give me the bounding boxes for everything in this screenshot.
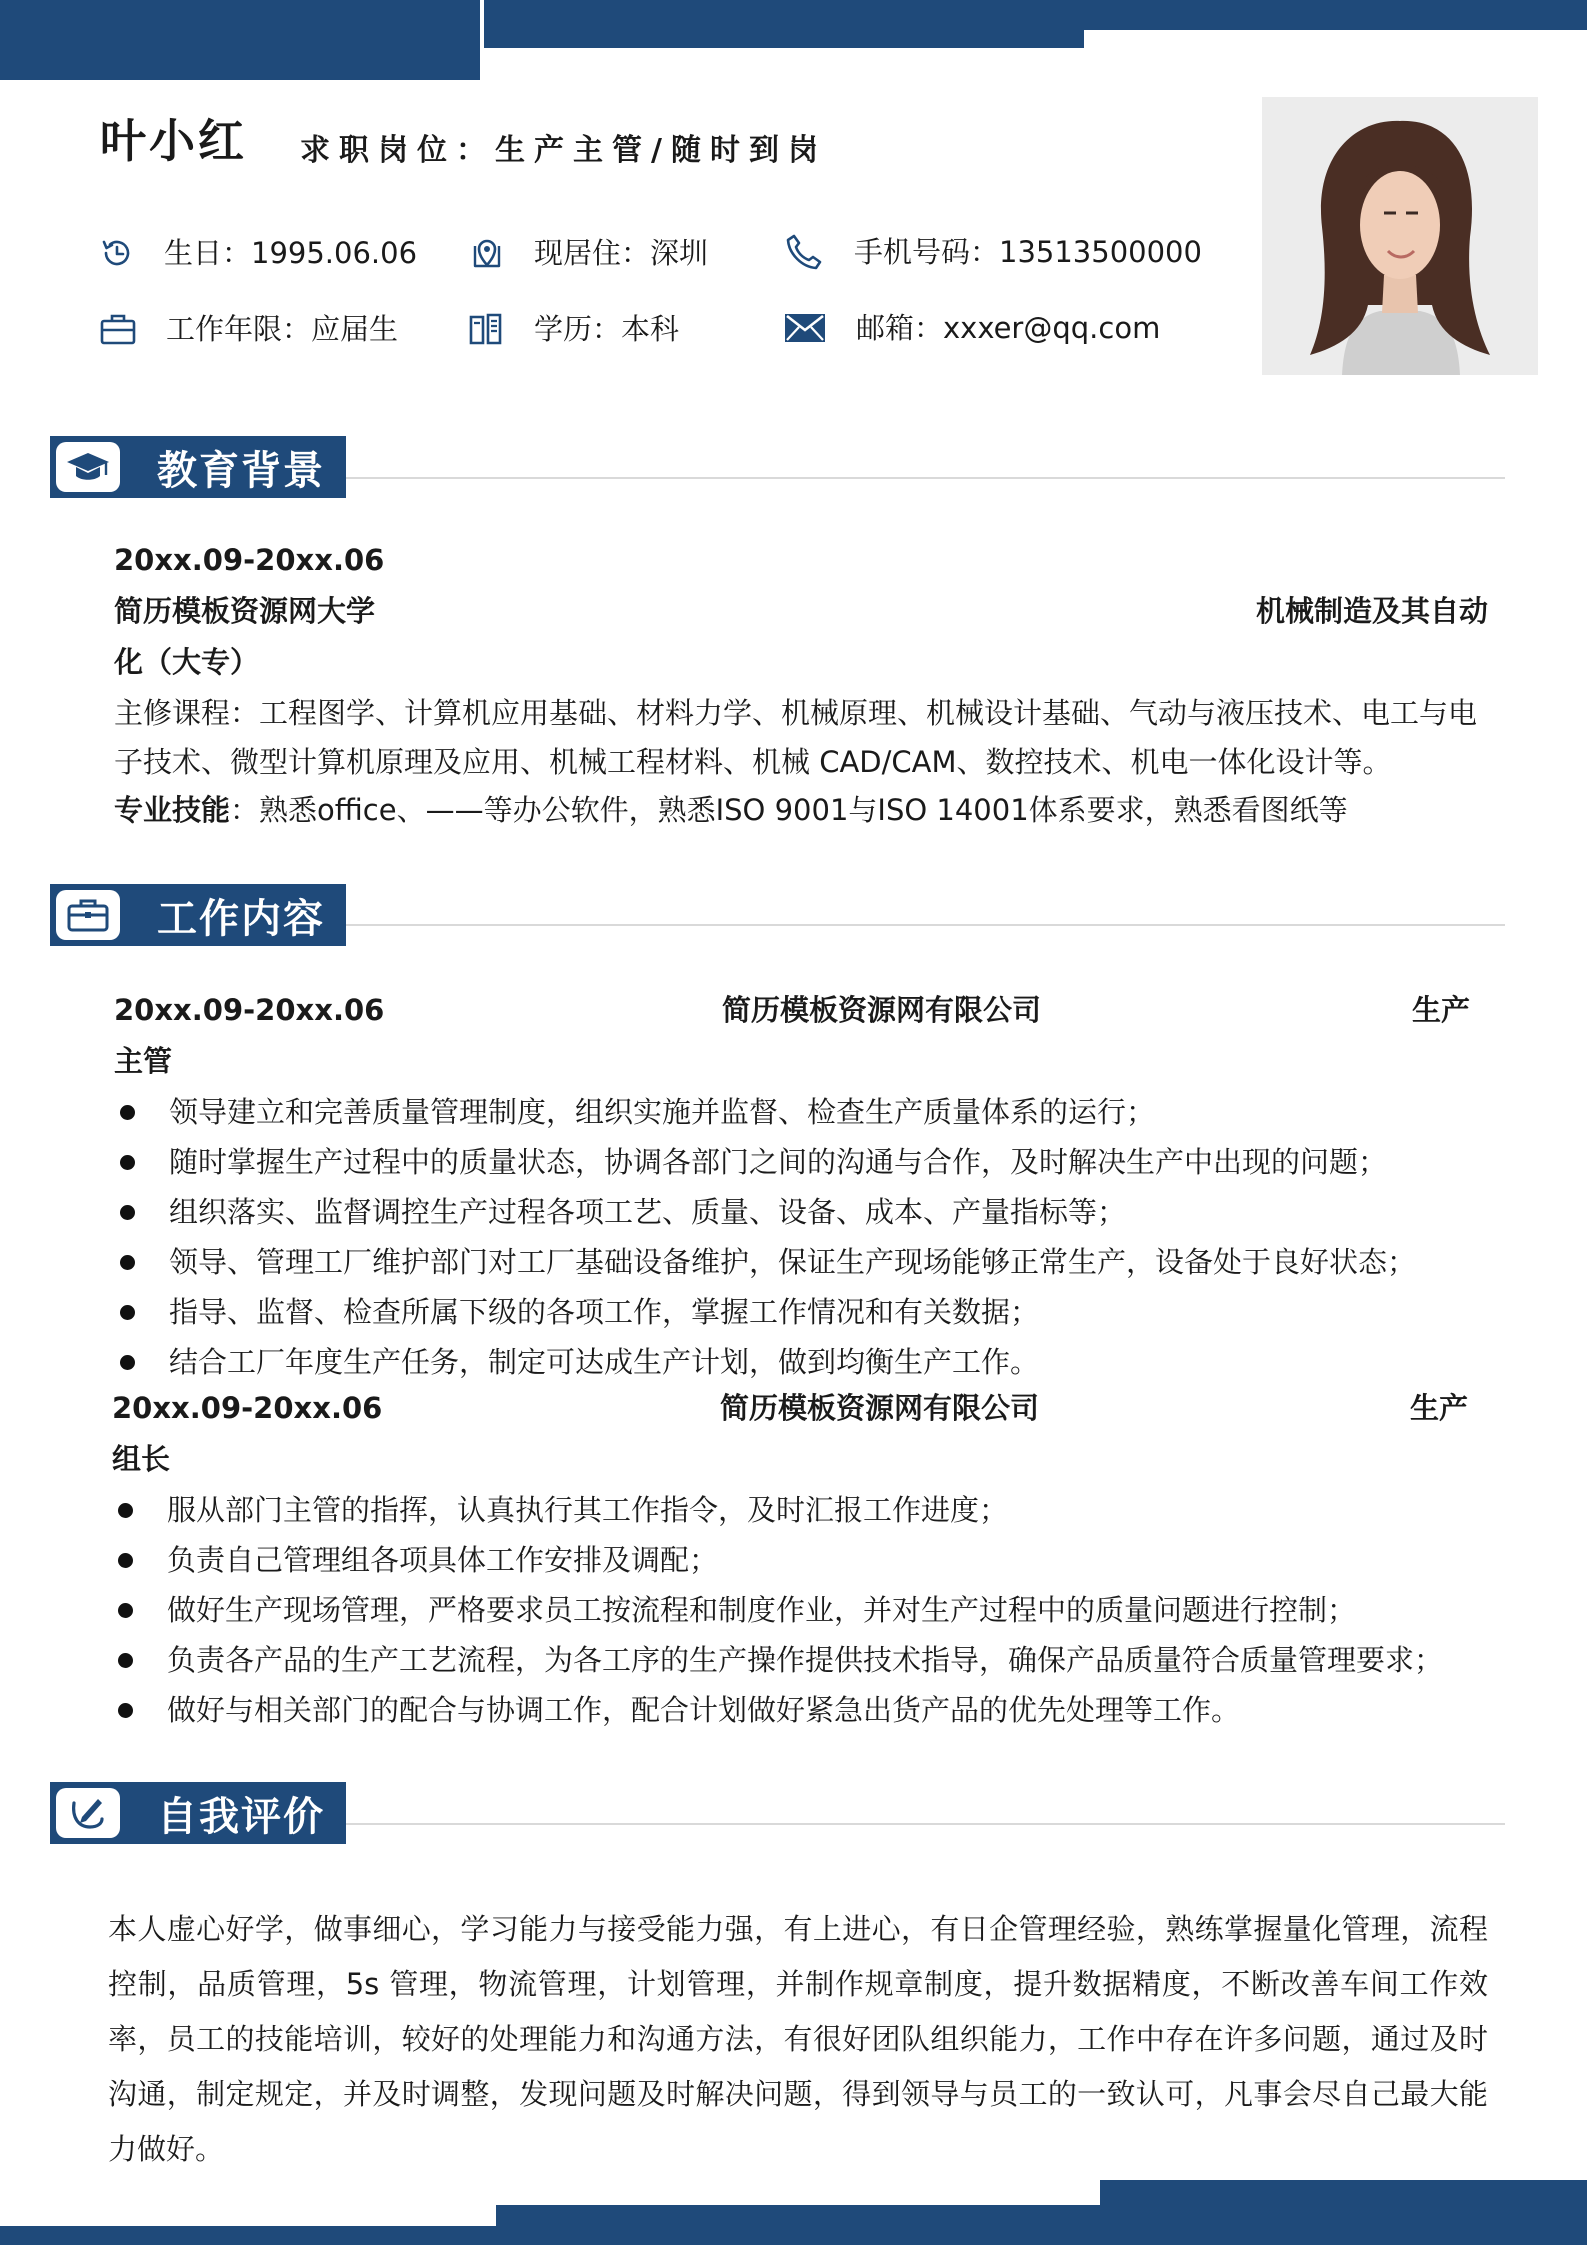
phone-item <box>784 232 1202 272</box>
major-name: 机械制造及其自动 <box>1256 594 1489 628</box>
list-item: 服从部门主管的指挥，认真执行其工作指令，及时汇报工作进度； <box>112 1485 1443 1535</box>
email-text: 邮箱：xxxer@qq.com <box>856 310 1161 345</box>
work-years-item <box>100 313 398 345</box>
top-bar-left <box>0 0 480 80</box>
section-title: 自我评价 <box>157 1793 325 1840</box>
section-title: 工作内容 <box>157 895 325 942</box>
birthday-item <box>100 236 417 270</box>
school-name: 简历模板资源网大学 <box>114 594 376 628</box>
job-duties-clip <box>114 1087 1514 1379</box>
education-text: 学历：本科 <box>534 311 680 346</box>
job-role: 生产 <box>1412 993 1471 1027</box>
top-bar-right <box>1084 0 1587 30</box>
job-target: 求职岗位：生产主管/随时到岗 <box>300 133 827 168</box>
residence-text: 现居住：深圳 <box>534 235 709 270</box>
list-item: 组织落实、监督调控生产过程各项工艺、质量、设备、成本、产量指标等； <box>114 1187 1416 1237</box>
job-role-cont: 主管 <box>114 1044 173 1078</box>
list-item: 随时掌握生产过程中的质量状态，协调各部门之间的沟通与合作，及时解决生产中出现的问题； <box>114 1137 1416 1187</box>
email-item <box>784 310 1161 345</box>
phone-text: 手机号码：13513500000 <box>854 234 1202 269</box>
bottom-bar-mid <box>496 2205 1100 2245</box>
list-item: 做好生产现场管理，严格要求员工按流程和制度作业，并对生产过程中的质量问题进行控制； <box>112 1585 1443 1635</box>
bottom-bar-left <box>0 2226 496 2245</box>
clock-icon <box>100 236 134 270</box>
briefcase-icon <box>66 897 110 933</box>
pen-icon <box>68 1793 108 1833</box>
list-item: 做好与相关部门的配合与协调工作，配合计划做好紧急出货产品的优先处理等工作。 <box>112 1685 1443 1735</box>
list-item: 结合工厂年度生产任务，制定可达成生产计划，做到均衡生产工作。 <box>114 1337 1416 1387</box>
job-period: 20xx.09-20xx.06 <box>114 993 385 1027</box>
briefcase-icon <box>100 313 136 345</box>
job-duties <box>112 1485 1443 1735</box>
graduation-cap-icon <box>65 449 111 485</box>
courses-line-2: 子技术、微型计算机原理及应用、机械工程材料、机械 CAD/CAM、数控技术、机电一体化设计等。 <box>114 745 1392 779</box>
job-company: 简历模板资源网有限公司 <box>720 1391 1040 1425</box>
skills-line-clip <box>114 793 1514 827</box>
job-duties <box>114 1087 1416 1387</box>
candidate-name: 叶小红 <box>100 114 247 168</box>
education-period: 20xx.09-20xx.06 <box>114 543 385 577</box>
bottom-bar-right <box>1100 2180 1587 2245</box>
profile-photo <box>1262 97 1538 375</box>
list-item: 负责各产品的生产工艺流程，为各工序的生产操作提供技术指导，确保产品质量符合质量管理要求； <box>112 1635 1443 1685</box>
top-bar-mid <box>484 0 1084 48</box>
section-divider <box>345 924 1505 926</box>
mail-icon <box>784 313 826 343</box>
section-header-self-eval <box>50 1782 346 1844</box>
self-eval-text: 本人虚心好学，做事细心，学习能力与接受能力强，有上进心，有日企管理经验，熟练掌握量化管理，流程控制，品质管理，5s 管理，物流管理，计划管理，并制作规章制度，提升数据精度，不断改善车间工作效率，员工的技能培训，较好的处理能力和沟通方法，有很好团队组织能力，工作中存在许多问题，通过及时沟通，制定规定，并及时调整，发现问题及时解决问题，得到领导与员工的一致认可，凡事会尽自己最大能力做好。 <box>108 1912 1488 2166</box>
job-role-cont: 组长 <box>112 1442 171 1476</box>
skills-label: 专业技能 <box>114 793 231 827</box>
job-role: 生产 <box>1410 1391 1469 1425</box>
location-icon <box>470 236 504 270</box>
skills-text: ：熟悉office、——等办公软件，熟悉ISO 9001与ISO 14001体系要求，熟悉看图纸等 <box>230 793 1348 827</box>
phone-icon <box>784 232 824 272</box>
list-item: 负责自己管理组各项具体工作安排及调配； <box>112 1535 1443 1585</box>
section-divider <box>345 1823 1505 1825</box>
section-title: 教育背景 <box>157 447 325 494</box>
job-company: 简历模板资源网有限公司 <box>722 993 1042 1027</box>
list-item: 指导、监督、检查所属下级的各项工作，掌握工作情况和有关数据； <box>114 1287 1416 1337</box>
residence-item <box>470 236 708 270</box>
job-period: 20xx.09-20xx.06 <box>112 1391 383 1425</box>
book-icon <box>468 311 504 347</box>
birthday-text: 生日：1995.06.06 <box>164 235 418 270</box>
section-divider <box>345 477 1505 479</box>
courses-line-1: 主修课程：工程图学、计算机应用基础、材料力学、机械原理、机械设计基础、气动与液压技术、电工与电 <box>114 696 1478 730</box>
section-header-work <box>50 884 346 946</box>
section-header-education <box>50 436 346 498</box>
major-degree: 化（大专） <box>114 645 260 679</box>
list-item: 领导、管理工厂维护部门对工厂基础设备维护，保证生产现场能够正常生产，设备处于良好状态； <box>114 1237 1416 1287</box>
education-item <box>468 311 679 347</box>
work-years-text: 工作年限：应届生 <box>166 311 399 346</box>
list-item: 领导建立和完善质量管理制度，组织实施并监督、检查生产质量体系的运行； <box>114 1087 1416 1137</box>
